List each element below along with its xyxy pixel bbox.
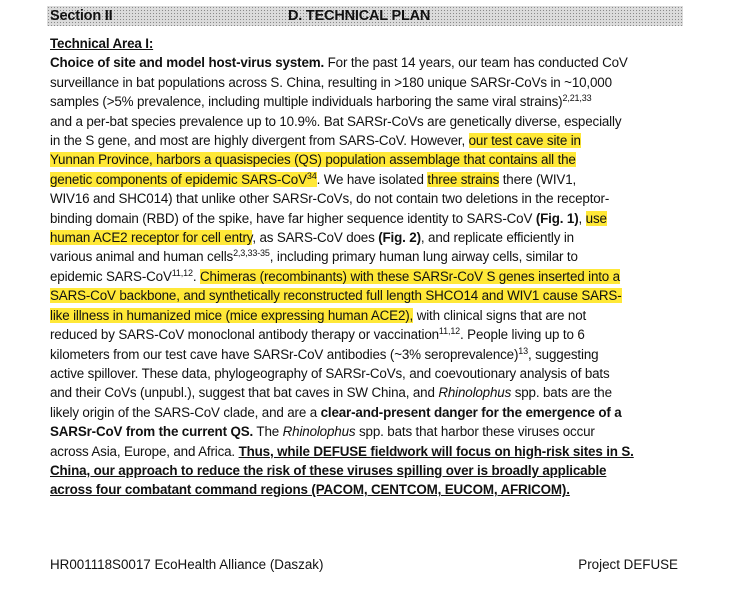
emphasis-underlined-text: Thus, while DEFUSE fieldwork will focus on high-risk sites in S. xyxy=(238,443,634,459)
highlighted-text: human ACE2 receptor for cell entry xyxy=(50,230,253,246)
text-line-19 xyxy=(50,403,690,422)
footer-solicitation-id: HR001118S0017 EcoHealth Alliance (Daszak) xyxy=(50,557,324,572)
genus-name: Rhinolophus xyxy=(282,424,356,440)
text-run: there (WIV1, xyxy=(499,171,577,187)
text-line-9 xyxy=(50,209,690,228)
text-run: and their CoVs (unpubl.), suggest that bat caves in SW China, and xyxy=(50,385,439,401)
text-run: samples (>5% prevalence, including multiple individuals harboring the same viral strains) xyxy=(50,94,563,110)
text-run: active spillover. These data, phylogeography of SARSr-CoVs, and coevoutionary analysis of bats xyxy=(50,365,610,381)
text-run: likely origin of the SARS-CoV clade, and are a xyxy=(50,404,321,420)
highlighted-text: like illness in humanized mice (mice expressing human ACE2), xyxy=(50,307,414,323)
text-line-5 xyxy=(50,131,690,150)
text-line-6 xyxy=(50,150,690,169)
text-line-14 xyxy=(50,306,690,325)
text-run: kilometers from our test cave have SARSr-CoV antibodies (~3% seroprevalence) xyxy=(50,346,519,362)
citation-superscript: 11,12 xyxy=(171,267,193,278)
emphasis-text: SARSr-CoV from the current QS. xyxy=(50,424,254,440)
text-run: various animal and human cells xyxy=(50,249,234,265)
highlighted-text: our test cave site in xyxy=(468,133,581,149)
highlighted-text: Chimeras (recombinants) with these SARSr-CoV S genes inserted into a xyxy=(200,268,620,284)
text-run: . We have isolated xyxy=(316,171,428,187)
text-run: spp. bats are the xyxy=(511,385,612,401)
subsection-lead: Choice of site and model host-virus system. xyxy=(50,55,325,71)
emphasis-underlined-text: across four combatant command regions (PACOM, CENTCOM, EUCOM, AFRICOM). xyxy=(50,482,570,498)
text-line-8 xyxy=(50,189,690,208)
highlighted-text: genetic components of epidemic SARS-CoV xyxy=(50,171,307,187)
text-line-3 xyxy=(50,92,690,111)
footer-project-name: Project DEFUSE xyxy=(578,557,678,572)
figure-reference: (Fig. 2) xyxy=(378,230,421,246)
citation-superscript: 13 xyxy=(518,345,528,356)
text-run: with clinical signs that are not xyxy=(413,307,587,323)
text-line-10 xyxy=(50,228,690,247)
text-run: , and replicate efficiently in xyxy=(420,230,574,246)
genus-name: Rhinolophus xyxy=(438,385,512,401)
text-line-15 xyxy=(50,325,690,344)
text-run: WIV16 and SHC014) that unlike other SARSr-CoVs, do not contain two deletions in the receptor- xyxy=(50,191,610,207)
technical-area-heading: Technical Area I: xyxy=(50,36,154,51)
emphasis-text: clear-and-present danger for the emergence of a xyxy=(320,404,622,420)
text-run: surveillance in bat populations across S. China, resulting in >180 unique SARSr-CoVs in ~10,000 xyxy=(50,74,612,90)
text-run: across Asia, Europe, and Africa. xyxy=(50,443,239,459)
text-line-12 xyxy=(50,267,690,286)
technical-plan-body xyxy=(50,34,690,500)
text-run: binding domain (RBD) of the spike, have far higher sequence identity to SARS-CoV xyxy=(50,210,536,226)
text-line-1 xyxy=(50,53,690,72)
text-run: , including primary human lung airway cells, similar to xyxy=(269,249,578,265)
text-run: . xyxy=(192,268,200,284)
text-run: and a per-bat species prevalence up to 10.9%. Bat SARSr-CoVs are genetically diverse, especially xyxy=(50,113,622,129)
text-run: spp. bats that harbor these viruses occur xyxy=(355,424,595,440)
text-run: in the S gene, and most are highly divergent from SARS-CoV. However, xyxy=(50,133,469,149)
text-run: , suggesting xyxy=(528,346,599,362)
text-run: For the past 14 years, our team has conducted CoV xyxy=(324,55,628,71)
citation-superscript: 2,21,33 xyxy=(562,93,592,104)
text-line-22 xyxy=(50,461,690,480)
text-line-23 xyxy=(50,480,690,499)
highlighted-text: three strains xyxy=(427,171,500,187)
citation-superscript: 2,3,33-35 xyxy=(233,248,270,259)
text-line-16 xyxy=(50,345,690,364)
text-line-4 xyxy=(50,112,690,131)
text-line-7 xyxy=(50,170,690,189)
text-run: epidemic SARS-CoV xyxy=(50,268,172,284)
text-run: reduced by SARS-CoV monoclonal antibody therapy or vaccination xyxy=(50,327,439,343)
text-line-20 xyxy=(50,422,690,441)
text-line-18 xyxy=(50,383,690,402)
highlighted-text: use xyxy=(585,210,607,226)
text-run: , as SARS-CoV does xyxy=(252,230,379,246)
highlighted-text-group xyxy=(50,172,317,187)
citation-superscript: 34 xyxy=(306,170,317,181)
text-line-17 xyxy=(50,364,690,383)
text-run: The xyxy=(253,424,283,440)
citation-superscript: 11,12 xyxy=(438,326,461,337)
highlighted-text: SARS-CoV backbone, and synthetically reconstructed full length SHCO14 and WIV1 cause SARS- xyxy=(50,288,622,304)
text-run: , xyxy=(578,210,586,226)
text-line-2 xyxy=(50,73,690,92)
text-line-21 xyxy=(50,442,690,461)
section-label: Section II xyxy=(50,8,113,24)
figure-reference: (Fig. 1) xyxy=(535,210,579,226)
text-line-11 xyxy=(50,247,690,266)
emphasis-underlined-text: China, our approach to reduce the risk of these viruses spilling over is broadly applicable xyxy=(50,462,607,478)
text-run: . People living up to 6 xyxy=(460,327,585,343)
text-line-13 xyxy=(50,286,690,305)
section-title: D. TECHNICAL PLAN xyxy=(288,8,431,24)
highlighted-text: Yunnan Province, harbors a quasispecies (QS) population assemblage that contains all the xyxy=(50,152,576,168)
